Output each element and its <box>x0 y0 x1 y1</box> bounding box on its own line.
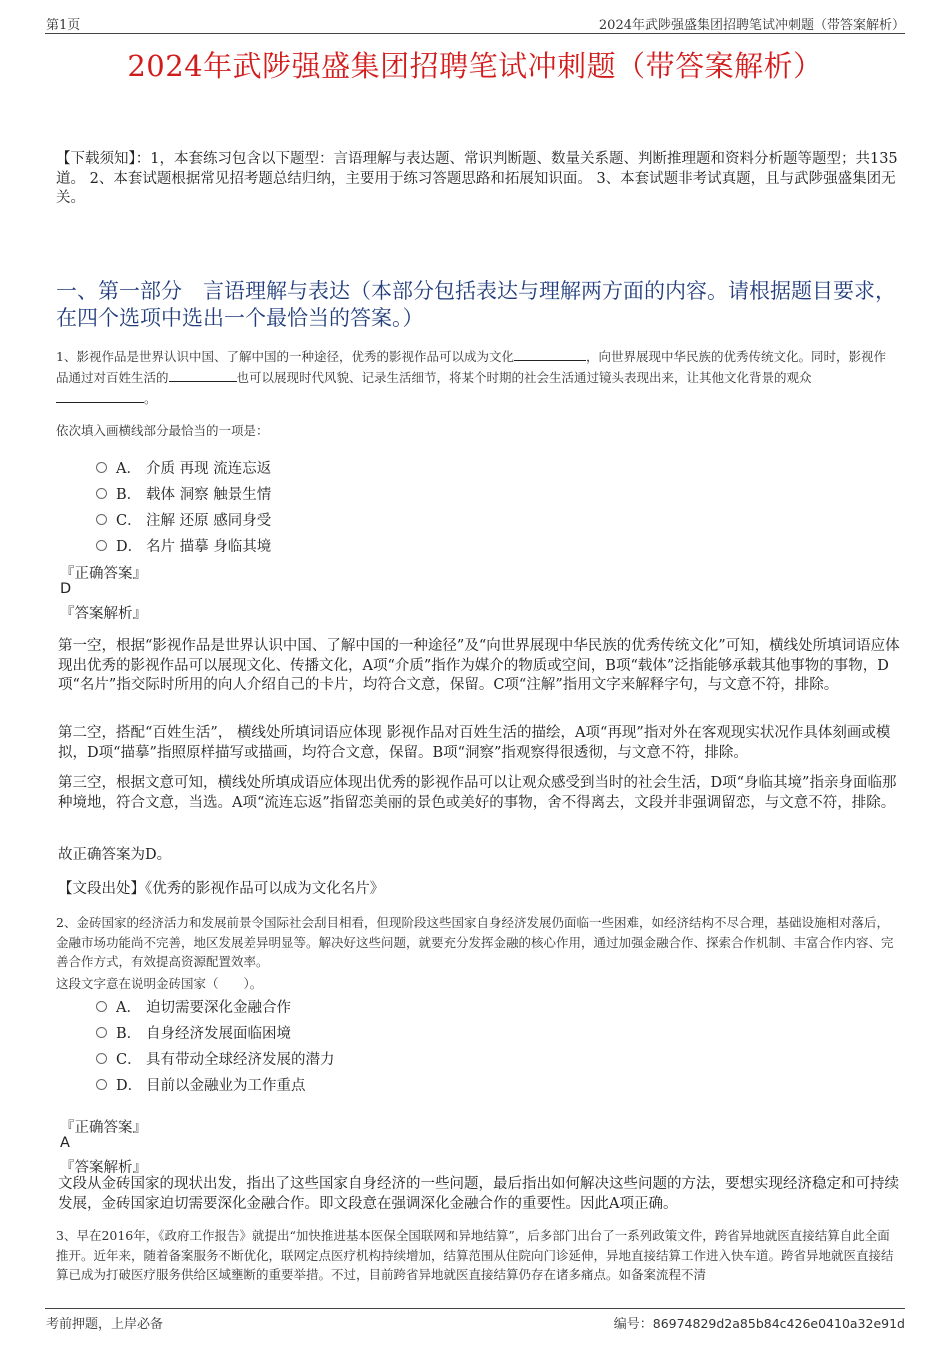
footer-divider <box>45 1308 905 1309</box>
q2-question: 这段文字意在说明金砖国家（ ）。 <box>56 976 263 991</box>
header-doc-title: 2024年武陟强盛集团招聘笔试冲刺题（带答案解析） <box>598 18 905 33</box>
q2-option-a[interactable]: A． 迫切需要深化金融合作 <box>96 996 291 1017</box>
q1-analysis-conclusion: 故正确答案为D。 <box>58 847 172 863</box>
question-1-stem <box>56 346 898 409</box>
q1-source: 【文段出处】《优秀的影视作品可以成为文化名片》 <box>58 881 385 897</box>
q1-analysis-para-2: 第二空，搭配“百姓生活”， 横线处所填词语应体现 影视作品对百姓生活的描绘，A项“再现”指对外在客观现实状况作具体刻画或模拟，D项“描摹”指照原样描写或描画，均符合文意，保留。B项“洞察”指观察得很透彻，与文意不符，排除。 <box>58 725 891 761</box>
q1-correct-answer: D <box>60 581 72 597</box>
q1-option-b[interactable]: B． 载体 洞察 触景生情 <box>96 483 271 504</box>
q2-analysis: 文段从金砖国家的现状出发，指出了这些国家自身经济的一些问题，最后指出如何解决这些问题的方法，要想实现经济稳定和可持续发展，金砖国家迫切需要深化金融合作。即文段意在强调深化金融合作的重要性。因此A项正确。 <box>58 1176 899 1212</box>
footer-slogan: 考前押题，上岸必备 <box>46 1317 164 1332</box>
q1-stem-part-b: ，向世界展现中华民族的优秀传统文化。同时，影视作品通过对百姓生活的 <box>56 349 886 385</box>
radio-icon[interactable] <box>96 1027 107 1038</box>
section-heading: 一、第一部分 言语理解与表达（本部分包括表达与理解两方面的内容。请根据题目要求，在四个选项中选出一个最恰当的答案。） <box>56 279 896 330</box>
radio-icon[interactable] <box>96 462 107 473</box>
footer-serial-code: 86974829d2a85b84c426e0410a32e91d <box>652 1316 905 1331</box>
page-title: 2024年武陟强盛集团招聘笔试冲刺题（带答案解析） <box>127 49 823 83</box>
q2-analysis-label: 『答案解析』 <box>60 1160 147 1176</box>
q1-analysis-para-3: 第三空，根据文意可知，横线处所填成语应体现出优秀的影视作品可以让观众感受到当时的社会生活，D项“身临其境”指亲身面临那种境地，符合文意，当选。A项“流连忘返”指留恋美丽的景色或美好的事物，舍不得离去，文段并非强调留恋，与文意不符，排除。 <box>58 775 897 811</box>
download-notice: 【下载须知】：1，本套练习包含以下题型：言语理解与表达题、常识判断题、数量关系题、判断推理题和资料分析题等题型；共135道。 2、本套试题根据常见招考题总结归纳，主要用于练习答题思路和拓展知识面。 3、本套试题非考试真题，且与武陟强盛集团无关。 <box>56 151 898 206</box>
footer-serial-label: 编号： <box>613 1317 653 1332</box>
footer-serial <box>614 1313 905 1332</box>
radio-icon[interactable] <box>96 488 107 499</box>
q2-option-b[interactable]: B． 自身经济发展面临困境 <box>96 1022 291 1043</box>
q1-correct-label: 『正确答案』 <box>60 566 147 582</box>
header-divider <box>45 33 905 34</box>
q2-correct-label: 『正确答案』 <box>60 1120 147 1136</box>
q2-option-d[interactable]: D． 目前以金融业为工作重点 <box>96 1074 306 1095</box>
q1-stem-part-d: 。 <box>144 391 157 406</box>
q1-analysis-label: 『答案解析』 <box>60 606 147 622</box>
q1-blank-1 <box>514 348 586 361</box>
q2-option-c[interactable]: C． 具有带动全球经济发展的潜力 <box>96 1048 335 1069</box>
q2-correct-answer: A <box>60 1135 70 1151</box>
q1-instruction: 依次填入画横线部分最恰当的一项是： <box>56 423 269 438</box>
radio-icon[interactable] <box>96 1053 107 1064</box>
q1-blank-3 <box>56 390 144 403</box>
q1-option-c[interactable]: C． 注解 还原 感同身受 <box>96 509 271 530</box>
q1-blank-2 <box>169 369 237 382</box>
radio-icon[interactable] <box>96 1001 107 1012</box>
page-number: 第1页 <box>46 18 81 33</box>
q1-stem-part-c: 也可以展现时代风貌、记录生活细节，将某个时期的社会生活通过镜头表现出来，让其他文化背景的观众 <box>236 370 812 385</box>
question-2-stem: 2、金砖国家的经济活力和发展前景令国际社会刮目相看，但现阶段这些国家自身经济发展仍面临一些困难，如经济结构不尽合理，基础设施相对落后，金融市场功能尚不完善，地区发展差异明显等。解决好这些问题，就要充分发挥金融的核心作用，通过加强金融合作、探索合作机制、丰富合作内容、完善合作方式，有效提高资源配置效率。 <box>56 915 894 969</box>
q1-stem-part-a: 1、影视作品是世界认识中国、了解中国的一种途径，优秀的影视作品可以成为文化 <box>56 349 514 364</box>
radio-icon[interactable] <box>96 1079 107 1090</box>
q1-analysis-para-1: 第一空，根据“影视作品是世界认识中国、了解中国的一种途径”及“向世界展现中华民族的优秀传统文化”可知，横线处所填词语应体现出优秀的影视作品可以展现文化、传播文化，A项“介质”指作为媒介的物质或空间，B项“载体”泛指能够承载其他事物的事物，D项“名片”指交际时所用的向人介绍自己的卡片，均符合文意，保留。C项“注解”指用文字来解释字句，与文意不符，排除。 <box>58 638 900 693</box>
q1-option-a[interactable]: A． 介质 再现 流连忘返 <box>96 457 271 478</box>
question-3-stem: 3、早在2016年，《政府工作报告》就提出“加快推进基本医保全国联网和异地结算”，后多部门出台了一系列政策文件，跨省异地就医直接结算自此全面推开。近年来，随着备案服务不断优化，联网定点医疗机构持续增加，结算范围从住院向门诊延伸，异地直接结算工作进入快车道。跨省异地就医直接结算已成为打破医疗服务供给区域壅断的重要举措。不过，目前跨省异地就医直接结算仍存在诸多痛点。如备案流程不清 <box>56 1228 894 1282</box>
q1-option-d[interactable]: D． 名片 描摹 身临其境 <box>96 535 271 556</box>
radio-icon[interactable] <box>96 514 107 525</box>
radio-icon[interactable] <box>96 540 107 551</box>
